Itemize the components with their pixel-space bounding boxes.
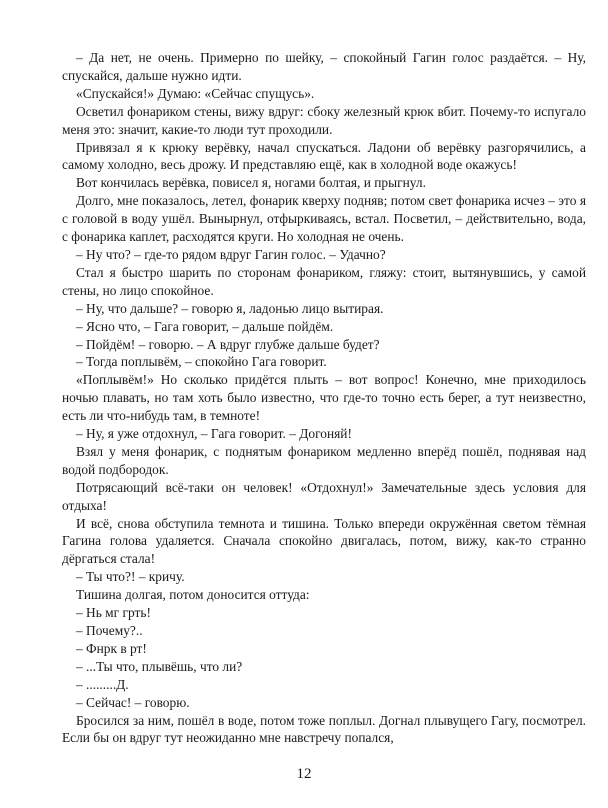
page-number: 12 — [296, 766, 312, 782]
paragraph: – ...Ты что, плывёшь, что ли? — [76, 658, 243, 674]
paragraph: Тишина долгая, потом доносится оттуда: — [76, 587, 310, 603]
paragraph: – Сейчас! – говорю. — [76, 694, 190, 710]
paragraph: – Ты что?! – кричу. — [76, 569, 185, 585]
paragraph: «Спускайся!» Думаю: «Сейчас спущусь». — [76, 85, 315, 101]
paragraph: – Ясно что, – Гага говорит, – дальше пойдём. — [76, 318, 334, 334]
paragraph: – Тогда поплывём, – спокойно Гага говорит. — [76, 354, 327, 370]
paragraph: «Поплывём!» Но сколько придётся плыть – вот вопрос! Конечно, мне приходилось ночью плавать, но там хоть было известно, что где-то точно есть берег, а тут неизвестно, есть ли что-нибудь там, в темноте! — [62, 372, 586, 424]
paragraph: Бросился за ним, пошёл в воде, потом тоже поплыл. Догнал плывущего Гагу, посмотрел. Если бы он вдруг тут неожиданно мне навстречу попался, — [62, 712, 586, 746]
paragraph: Привязал я к крюку верёвку, начал спускаться. Ладони об верёвку разгорячились, а самому холодно, весь дрожу. И представляю ещё, как в холодной воде окажусь! — [62, 139, 586, 173]
paragraph: Вот кончилась верёвка, повисел я, ногами болтая, и прыгнул. — [76, 175, 426, 191]
paragraph: Взял у меня фонарик, с поднятым фонариком медленно вперёд пошёл, поднявая над водой подбородок. — [62, 443, 586, 477]
paragraph: – Почему?.. — [76, 623, 143, 638]
body-text — [62, 49, 586, 747]
paragraph: Потрясающий всё-таки он человек! «Отдохнул!» Замечательные здесь условия для отдыха! — [62, 479, 586, 513]
paragraph: Долго, мне показалось, летел, фонарик кверху подняв; потом свет фонарика исчез – это я с головой в воду ушёл. Вынырнул, отфыркиваясь, встал. Посветил, – действительно, вода, с фонарика каплет, расходятся круги. Но холодная не очень. — [62, 193, 586, 245]
paragraph: – Да нет, не очень. Примерно по шейку, – спокойный Гагин голос раздаётся. – Ну, спускайся, дальше нужно идти. — [62, 50, 586, 83]
paragraph: – Ну, я уже отдохнул, – Гага говорит. – Догоняй! — [76, 426, 352, 442]
paragraph: – .........Д. — [76, 676, 129, 692]
paragraph: – Пойдём! – говорю. – А вдруг глубже дальше будет? — [76, 336, 380, 352]
paragraph: Осветил фонариком стены, вижу вдруг: сбоку железный крюк вбит. Почему-то испугало меня это: значит, какие-то люди тут проходили. — [62, 103, 586, 137]
paragraph: – Фнрк в рт! — [76, 640, 147, 656]
paragraph: – Ну что? – где-то рядом вдруг Гагин голос. – Удачно? — [76, 246, 386, 262]
paragraph: Стал я быстро шарить по сторонам фонариком, гляжу: стоит, вытянувшись, у самой стены, но лицо спокойное. — [62, 264, 586, 298]
paragraph: – Нь мг грть! — [76, 605, 151, 621]
paragraph: И всё, снова обступила темнота и тишина. Только впереди окружённая светом тёмная Гагина голова удаляется. Сначала спокойно двигалась, потом, вижу, как-то странно дёргаться стала! — [62, 515, 586, 567]
paragraph: – Ну, что дальше? – говорю я, ладонью лицо вытирая. — [76, 300, 384, 316]
